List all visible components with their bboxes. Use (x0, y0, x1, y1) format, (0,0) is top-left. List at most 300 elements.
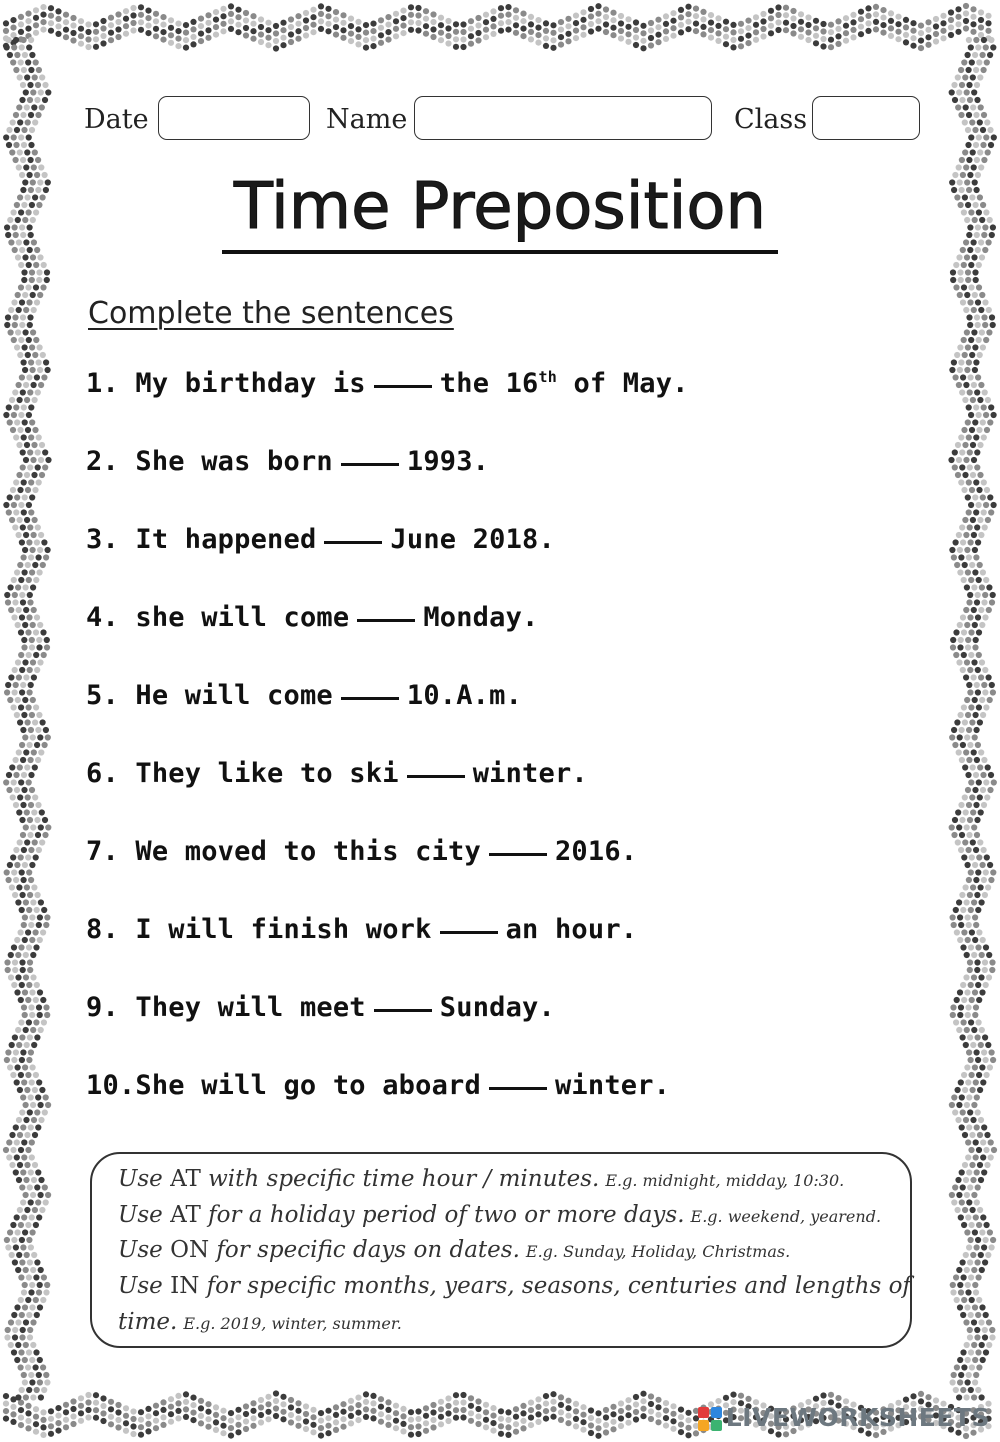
border-dot (12, 389, 18, 395)
border-dot (37, 937, 43, 943)
border-dot (333, 1427, 339, 1433)
border-dot (969, 997, 975, 1003)
border-dot (968, 982, 974, 988)
border-dot (980, 494, 986, 500)
border-dot (30, 899, 36, 905)
border-dot (976, 854, 982, 860)
border-dot (24, 884, 30, 890)
border-dot (967, 1184, 973, 1190)
border-dot (965, 1214, 971, 1220)
border-dot (951, 359, 957, 365)
border-dot (962, 74, 968, 80)
border-dot (961, 1072, 967, 1078)
border-dot (288, 39, 294, 45)
answer-blank[interactable] (324, 541, 382, 544)
border-dot (958, 434, 964, 440)
border-dot (41, 262, 47, 268)
border-dot (979, 1027, 985, 1033)
border-dot (970, 517, 976, 523)
border-dot (39, 104, 45, 110)
border-dot (160, 14, 166, 20)
border-dot (977, 1162, 983, 1168)
border-dot (168, 17, 174, 23)
border-dot (520, 1403, 526, 1409)
border-dot (973, 847, 979, 853)
border-dot (655, 39, 661, 45)
answer-blank[interactable] (374, 385, 432, 388)
border-dot (957, 734, 963, 740)
border-dot (960, 539, 966, 545)
border-dot (220, 1408, 226, 1414)
border-dot (983, 337, 989, 343)
border-dot (775, 12, 781, 18)
border-dot (85, 44, 91, 50)
border-dot (31, 809, 37, 815)
border-dot (550, 22, 556, 28)
border-dot (966, 157, 972, 163)
border-dot (813, 25, 819, 31)
border-dot (460, 21, 466, 27)
border-dot (956, 532, 962, 538)
border-dot (953, 1387, 959, 1393)
border-dot (959, 524, 965, 530)
border-dot (880, 29, 886, 35)
sentence-number: 3. (86, 524, 119, 555)
border-dot (13, 682, 19, 688)
border-dot (258, 1397, 264, 1403)
border-dot (190, 26, 196, 32)
border-dot (45, 734, 51, 740)
border-dot (730, 44, 736, 50)
border-dot (978, 974, 984, 980)
border-dot (535, 32, 541, 38)
border-dot (977, 472, 983, 478)
border-dot (220, 28, 226, 34)
border-dot (603, 1422, 609, 1428)
border-dot (20, 1124, 26, 1130)
border-dot (26, 262, 32, 268)
answer-blank[interactable] (341, 697, 399, 700)
border-dot (820, 43, 826, 49)
border-dot (22, 862, 28, 868)
border-dot (28, 922, 34, 928)
border-dot (595, 26, 601, 32)
answer-blank[interactable] (341, 463, 399, 466)
border-dot (955, 1177, 961, 1183)
border-dot (168, 25, 174, 31)
border-dot (333, 31, 339, 37)
border-dot (966, 727, 972, 733)
border-dot (967, 1109, 973, 1115)
border-dot (988, 404, 994, 410)
border-dot (30, 697, 36, 703)
border-dot (78, 1395, 84, 1401)
border-dot (580, 17, 586, 23)
border-dot (25, 59, 31, 65)
border-dot (959, 97, 965, 103)
border-dot (959, 157, 965, 163)
border-dot (408, 19, 414, 25)
border-dot (250, 28, 256, 34)
border-dot (18, 704, 24, 710)
border-dot (20, 314, 26, 320)
border-dot (990, 1057, 996, 1063)
border-dot (983, 577, 989, 583)
border-dot (378, 1419, 384, 1425)
border-dot (26, 44, 32, 50)
border-dot (989, 959, 995, 965)
border-dot (603, 6, 609, 12)
border-dot (138, 1409, 144, 1415)
border-dot (975, 299, 981, 305)
border-dot (888, 25, 894, 31)
border-dot (955, 6, 961, 12)
border-dot (265, 1401, 271, 1407)
border-dot (35, 802, 41, 808)
border-dot (980, 1079, 986, 1085)
answer-blank[interactable] (489, 1087, 547, 1090)
border-dot (243, 1403, 249, 1409)
border-dot (355, 1395, 361, 1401)
border-dot (965, 277, 971, 283)
border-dot (18, 577, 24, 583)
border-dot (14, 1154, 20, 1160)
border-dot (963, 1117, 969, 1123)
border-dot (27, 1109, 33, 1115)
border-dot (498, 1423, 504, 1429)
border-dot (15, 1027, 21, 1033)
border-dot (483, 19, 489, 25)
border-dot (78, 18, 84, 24)
border-dot (588, 1415, 594, 1421)
border-dot (108, 1406, 114, 1412)
border-dot (715, 23, 721, 29)
border-dot (32, 1087, 38, 1093)
border-dot (16, 307, 22, 313)
border-dot (10, 427, 16, 433)
border-dot (468, 1395, 474, 1401)
border-dot (633, 42, 639, 48)
border-dot (850, 34, 856, 40)
border-dot (20, 757, 26, 763)
border-dot (965, 127, 971, 133)
sentence-text-before: He will come (135, 680, 333, 711)
sentence-number: 7. (86, 836, 119, 867)
border-dot (953, 629, 959, 635)
border-dot (85, 36, 91, 42)
border-dot (783, 20, 789, 26)
border-dot (648, 35, 654, 41)
border-dot (17, 149, 23, 155)
border-dot (288, 24, 294, 30)
border-dot (36, 637, 42, 643)
sentence-text-after: Sunday. (439, 992, 555, 1023)
border-dot (27, 599, 33, 605)
border-dot (983, 1237, 989, 1243)
border-dot (28, 1049, 34, 1055)
border-dot (981, 877, 987, 883)
border-dot (40, 929, 46, 935)
answer-blank[interactable] (374, 1009, 432, 1012)
border-dot (966, 1372, 972, 1378)
border-dot (708, 35, 714, 41)
border-dot (543, 1408, 549, 1414)
border-dot (968, 907, 974, 913)
border-dot (976, 1274, 982, 1280)
border-dot (29, 367, 35, 373)
border-dot (9, 397, 15, 403)
border-dot (954, 1297, 960, 1303)
border-dot (648, 20, 654, 26)
border-dot (228, 1433, 234, 1439)
border-dot (43, 1199, 49, 1205)
border-dot (933, 23, 939, 29)
border-dot (258, 1419, 264, 1425)
border-dot (29, 989, 35, 995)
border-dot (520, 1418, 526, 1424)
border-dot (130, 1408, 136, 1414)
border-dot (160, 1414, 166, 1420)
border-dot (976, 997, 982, 1003)
border-dot (25, 629, 31, 635)
border-dot (10, 1222, 16, 1228)
name-input[interactable] (414, 96, 712, 140)
border-dot (738, 21, 744, 27)
border-dot (25, 562, 31, 568)
border-dot (964, 1394, 970, 1400)
border-dot (13, 509, 19, 515)
border-dot (975, 322, 981, 328)
border-dot (303, 25, 309, 31)
border-dot (29, 787, 35, 793)
border-dot (16, 1042, 22, 1048)
border-dot (987, 787, 993, 793)
border-dot (145, 23, 151, 29)
border-dot (36, 644, 42, 650)
border-dot (44, 1379, 50, 1385)
border-dot (310, 1429, 316, 1435)
border-dot (973, 1004, 979, 1010)
border-dot (970, 14, 976, 20)
border-dot (979, 254, 985, 260)
border-dot (960, 742, 966, 748)
border-dot (408, 1432, 414, 1438)
sentence-item (86, 524, 555, 555)
border-dot (8, 584, 14, 590)
border-dot (588, 13, 594, 19)
border-dot (160, 1399, 166, 1405)
border-dot (14, 419, 20, 425)
border-dot (975, 1109, 981, 1115)
border-dot (965, 1139, 971, 1145)
border-dot (971, 659, 977, 665)
border-dot (953, 539, 959, 545)
border-dot (984, 794, 990, 800)
border-dot (14, 344, 20, 350)
border-dot (18, 629, 24, 635)
border-dot (483, 1409, 489, 1415)
border-dot (21, 1004, 27, 1010)
border-dot (33, 1429, 39, 1435)
border-dot (318, 26, 324, 32)
border-dot (168, 1419, 174, 1425)
border-dot (30, 532, 36, 538)
border-dot (798, 26, 804, 32)
border-dot (535, 1411, 541, 1417)
border-dot (123, 1405, 129, 1411)
sentence-text-before: she will come (135, 602, 350, 633)
border-dot (340, 1424, 346, 1430)
border-dot (31, 307, 37, 313)
border-dot (20, 802, 26, 808)
border-dot (310, 7, 316, 13)
border-dot (977, 794, 983, 800)
border-dot (400, 1406, 406, 1412)
border-dot (986, 584, 992, 590)
border-dot (968, 779, 974, 785)
border-dot (610, 1419, 616, 1425)
answer-blank[interactable] (489, 853, 547, 856)
border-dot (17, 487, 23, 493)
border-dot (953, 262, 959, 268)
border-dot (19, 1334, 25, 1340)
border-dot (970, 1207, 976, 1213)
border-dot (558, 1409, 564, 1415)
border-dot (13, 404, 19, 410)
border-dot (982, 1334, 988, 1340)
border-dot (949, 734, 955, 740)
border-dot (978, 809, 984, 815)
border-dot (28, 1169, 34, 1175)
border-dot (969, 854, 975, 860)
border-dot (85, 21, 91, 27)
border-dot (30, 254, 36, 260)
border-dot (982, 592, 988, 598)
border-dot (960, 1349, 966, 1355)
answer-blank[interactable] (440, 931, 498, 934)
border-dot (974, 1169, 980, 1175)
border-dot (5, 1327, 11, 1333)
border-dot (961, 1364, 967, 1370)
border-dot (952, 742, 958, 748)
border-dot (190, 41, 196, 47)
border-dot (483, 1417, 489, 1423)
answer-blank[interactable] (407, 775, 465, 778)
border-dot (981, 67, 987, 73)
border-dot (423, 1413, 429, 1419)
border-dot (975, 1184, 981, 1190)
border-dot (640, 45, 646, 51)
border-dot (490, 1413, 496, 1419)
border-dot (35, 464, 41, 470)
rule-text: Use (118, 1237, 171, 1263)
border-dot (813, 33, 819, 39)
border-dot (28, 727, 34, 733)
border-dot (966, 359, 972, 365)
border-dot (33, 15, 39, 21)
border-dot (33, 652, 39, 658)
border-dot (13, 434, 19, 440)
border-dot (44, 1012, 50, 1018)
class-input[interactable] (812, 96, 920, 140)
border-dot (408, 1409, 414, 1415)
border-dot (953, 284, 959, 290)
border-dot (964, 734, 970, 740)
border-dot (975, 1387, 981, 1393)
border-dot (3, 1416, 9, 1422)
date-input[interactable] (158, 96, 310, 140)
border-dot (520, 18, 526, 24)
border-dot (168, 32, 174, 38)
border-dot (968, 652, 974, 658)
border-dot (108, 30, 114, 36)
border-dot (18, 652, 24, 658)
border-dot (543, 1401, 549, 1407)
border-dot (700, 31, 706, 37)
border-dot (3, 28, 9, 34)
border-dot (30, 1102, 36, 1108)
border-dot (42, 1184, 48, 1190)
border-dot (348, 1405, 354, 1411)
border-dot (972, 937, 978, 943)
border-dot (745, 18, 751, 24)
border-dot (965, 1379, 971, 1385)
answer-blank[interactable] (357, 619, 415, 622)
border-dot (5, 314, 11, 320)
border-dot (961, 854, 967, 860)
border-dot (26, 539, 32, 545)
border-dot (31, 884, 37, 890)
brand-text: LIVEWORKSHEETS (725, 1403, 990, 1432)
border-dot (975, 1034, 981, 1040)
border-dot (18, 412, 24, 418)
border-dot (18, 1072, 24, 1078)
border-dot (37, 989, 43, 995)
border-dot (23, 1027, 29, 1033)
border-dot (78, 1410, 84, 1416)
border-dot (580, 9, 586, 15)
border-dot (962, 1162, 968, 1168)
border-dot (190, 19, 196, 25)
border-dot (565, 16, 571, 22)
border-dot (951, 1372, 957, 1378)
border-dot (498, 5, 504, 11)
border-dot (964, 1192, 970, 1198)
border-dot (989, 682, 995, 688)
border-dot (33, 337, 39, 343)
border-dot (33, 854, 39, 860)
border-dot (175, 21, 181, 27)
border-dot (835, 26, 841, 32)
border-dot (963, 884, 969, 890)
border-dot (430, 11, 436, 17)
border-dot (958, 554, 964, 560)
border-dot (969, 1297, 975, 1303)
border-dot (490, 31, 496, 37)
border-dot (910, 1393, 916, 1399)
border-dot (950, 914, 956, 920)
border-dot (967, 389, 973, 395)
border-dot (966, 599, 972, 605)
border-dot (460, 44, 466, 50)
border-dot (22, 1379, 28, 1385)
border-dot (973, 112, 979, 118)
border-dot (31, 1177, 37, 1183)
border-dot (325, 13, 331, 19)
border-dot (340, 1401, 346, 1407)
border-dot (976, 704, 982, 710)
border-dot (633, 1416, 639, 1422)
